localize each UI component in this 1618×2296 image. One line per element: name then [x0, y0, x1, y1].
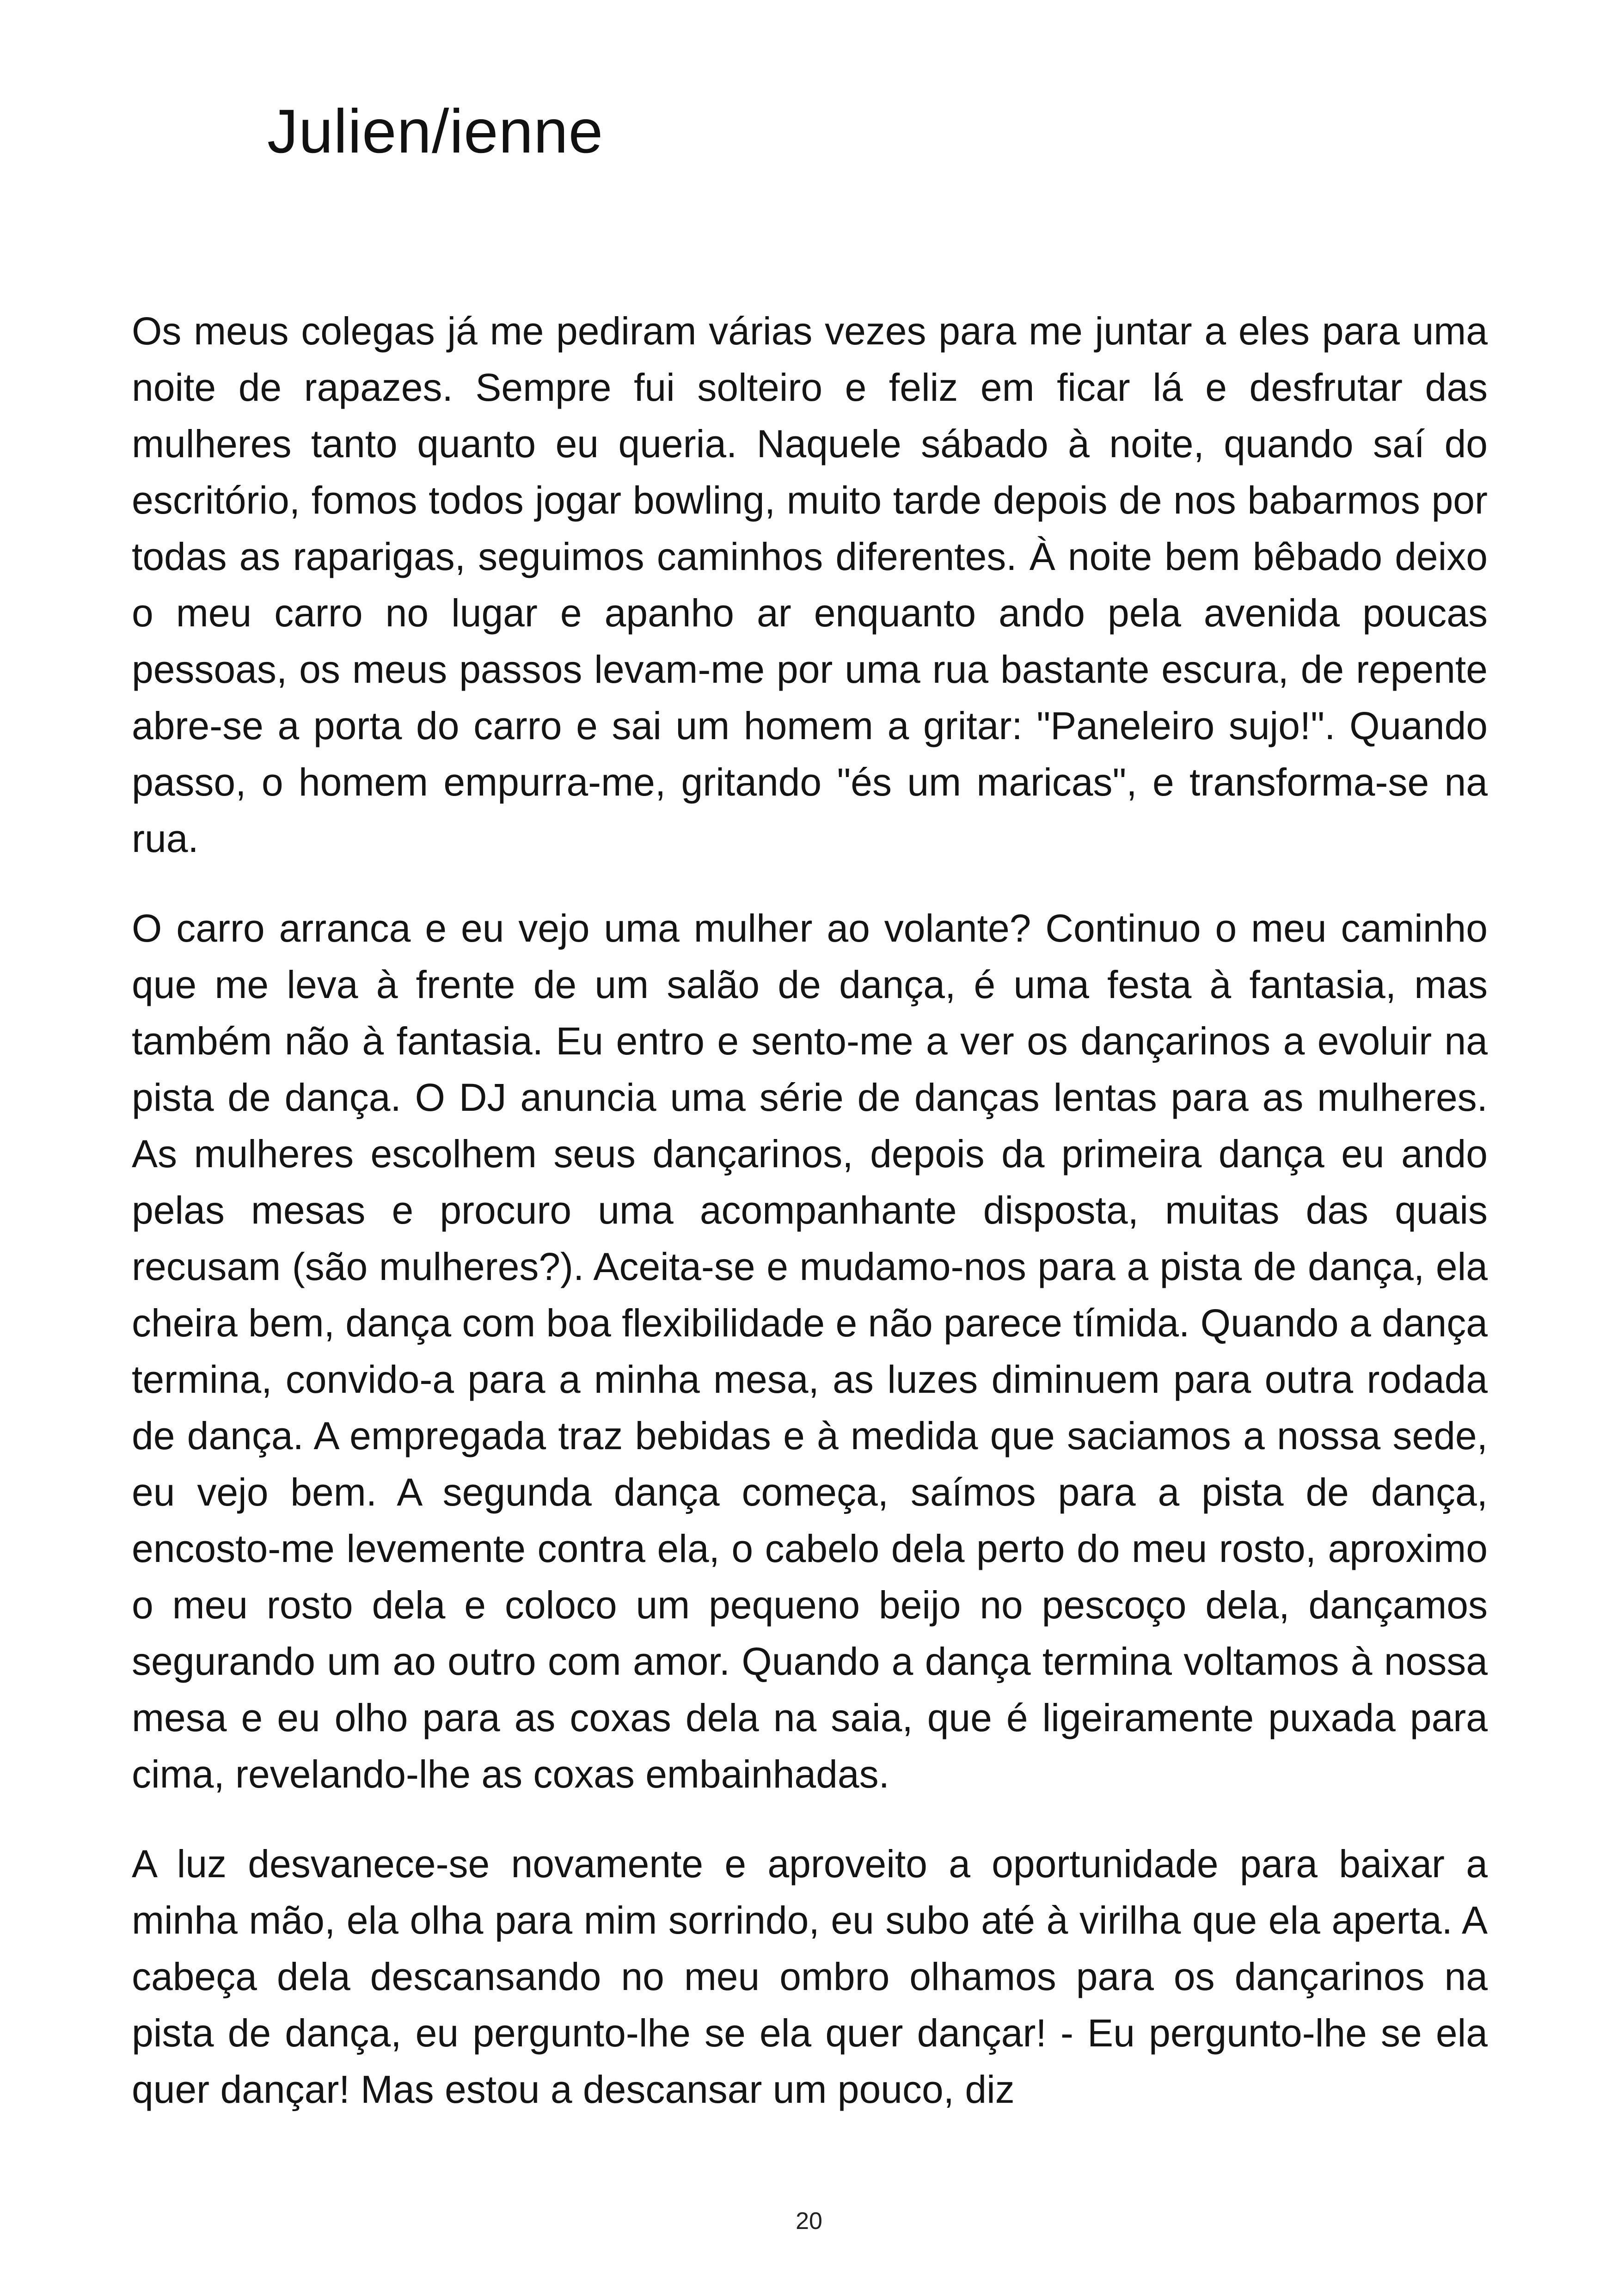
paragraph-2: O carro arranca e eu vejo uma mulher ao volante? Continuo o meu caminho que me leva à frente de um salão de dança, é uma festa à fantasia, mas também não à fantasia. Eu entro e sento-me a ver os dançarinos a evoluir na pista de dança. O DJ anuncia uma série de danças lentas para as mulheres. As mulheres escolhem seus dançarinos, depois da primeira dança eu ando pelas mesas e procuro uma acompanhante disposta, muitas das quais recusam (são mulheres?). Aceita-se e mudamo-nos para a pista de dança, ela cheira bem, dança com boa flexibilidade e não parece tímida. Quando a dança termina, convido-a para a minha mesa, as luzes diminuem para outra rodada de dança. A empregada traz bebidas e à medida que saciamos a nossa sede, eu vejo bem. A segunda dança começa, saímos para a pista de dança, encosto-me levemente contra ela, o cabelo dela perto do meu rosto, aproximo o meu rosto dela e coloco um pequeno beijo no pescoço dela, dançamos segurando um ao outro com amor. Quando a dança termina voltamos à nossa mesa e eu olho para as coxas dela na saia, que é ligeiramente puxada para cima, revelando-lhe as coxas embainhadas.	[132, 906, 1488, 1796]
page-number: 20	[796, 2208, 822, 2235]
body-text	[132, 303, 1488, 2151]
paragraph-3: A luz desvanece-se novamente e aproveito a oportunidade para baixar a minha mão, ela olha para mim sorrindo, eu subo até à virilha que ela aperta. A cabeça dela descansando no meu ombro olhamos para os dançarinos na pista de dança, eu pergunto-lhe se ela quer dançar! - Eu pergunto-lhe se ela quer dançar! Mas estou a descansar um pouco, diz	[132, 1842, 1488, 2111]
paragraph-1: Os meus colegas já me pediram várias vezes para me juntar a eles para uma noite de rapazes. Sempre fui solteiro e feliz em ficar lá e desfrutar das mulheres tanto quanto eu queria. Naquele sábado à noite, quando saí do escritório, fomos todos jogar bowling, muito tarde depois de nos babarmos por todas as raparigas, seguimos caminhos diferentes. À noite bem bêbado deixo o meu carro no lugar e apanho ar enquanto ando pela avenida poucas pessoas, os meus passos levam-me por uma rua bastante escura, de repente abre-se a porta do carro e sai um homem a gritar: "Paneleiro sujo!". Quando passo, o homem empurra-me, gritando "és um maricas", e transforma-se na rua.	[132, 309, 1488, 860]
chapter-title: Julien/ienne	[267, 97, 604, 166]
